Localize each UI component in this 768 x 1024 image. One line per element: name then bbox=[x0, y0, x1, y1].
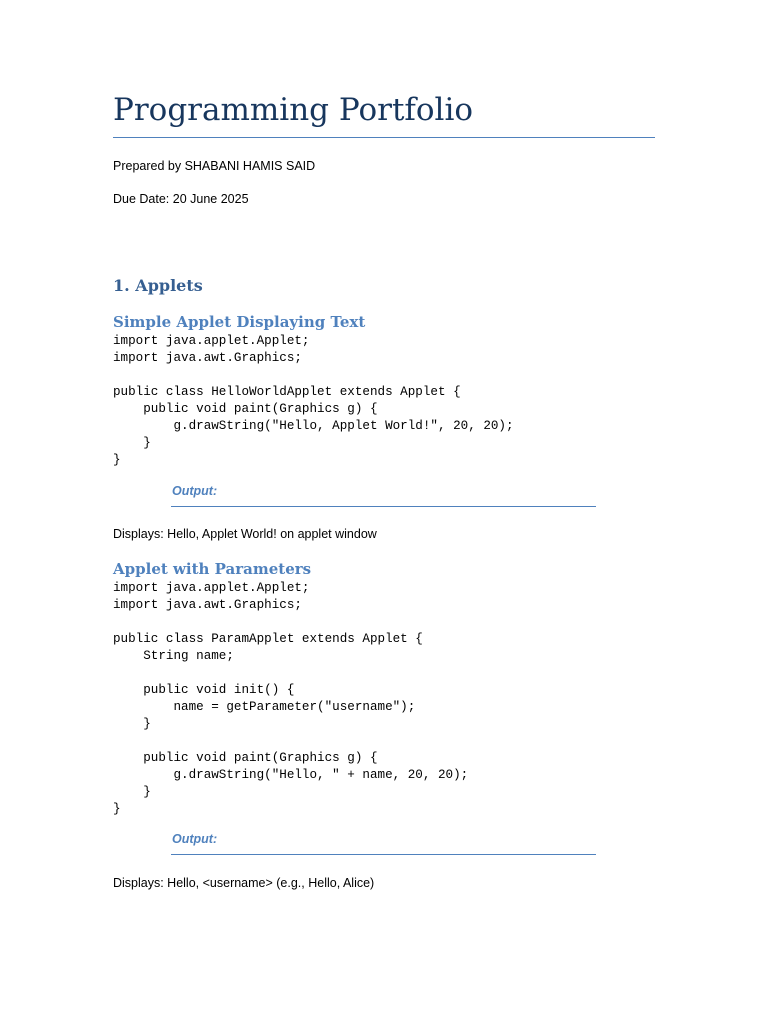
document-title: Programming Portfolio bbox=[113, 92, 474, 128]
output-divider bbox=[171, 506, 596, 507]
section-heading-applets: 1. Applets bbox=[113, 276, 203, 295]
code-block-hello-world-applet: import java.applet.Applet; import java.awt.Graphics; public class HelloWorldApplet extends Applet { public void paint(Graphics g) { g.drawString("Hello, Applet World!", 20, 20); } } bbox=[113, 334, 514, 467]
output-divider bbox=[171, 854, 596, 855]
output-description: Displays: Hello, <username> (e.g., Hello, Alice) bbox=[113, 876, 375, 890]
subsection-heading-simple-applet: Simple Applet Displaying Text bbox=[113, 313, 366, 331]
title-underline bbox=[113, 137, 655, 138]
output-description: Displays: Hello, Applet World! on applet window bbox=[113, 527, 377, 541]
output-label: Output: bbox=[172, 832, 218, 846]
output-label: Output: bbox=[172, 484, 218, 498]
prepared-by: Prepared by SHABANI HAMIS SAID bbox=[113, 159, 316, 173]
code-block-param-applet: import java.applet.Applet; import java.awt.Graphics; public class ParamApplet extends Applet { String name; public void init() { name = getParameter("username"); } public void paint(Graphics g) { g.drawString("Hello, " + name, 20, 20); } } bbox=[113, 581, 469, 816]
due-date: Due Date: 20 June 2025 bbox=[113, 192, 249, 206]
subsection-heading-applet-parameters: Applet with Parameters bbox=[113, 560, 312, 578]
